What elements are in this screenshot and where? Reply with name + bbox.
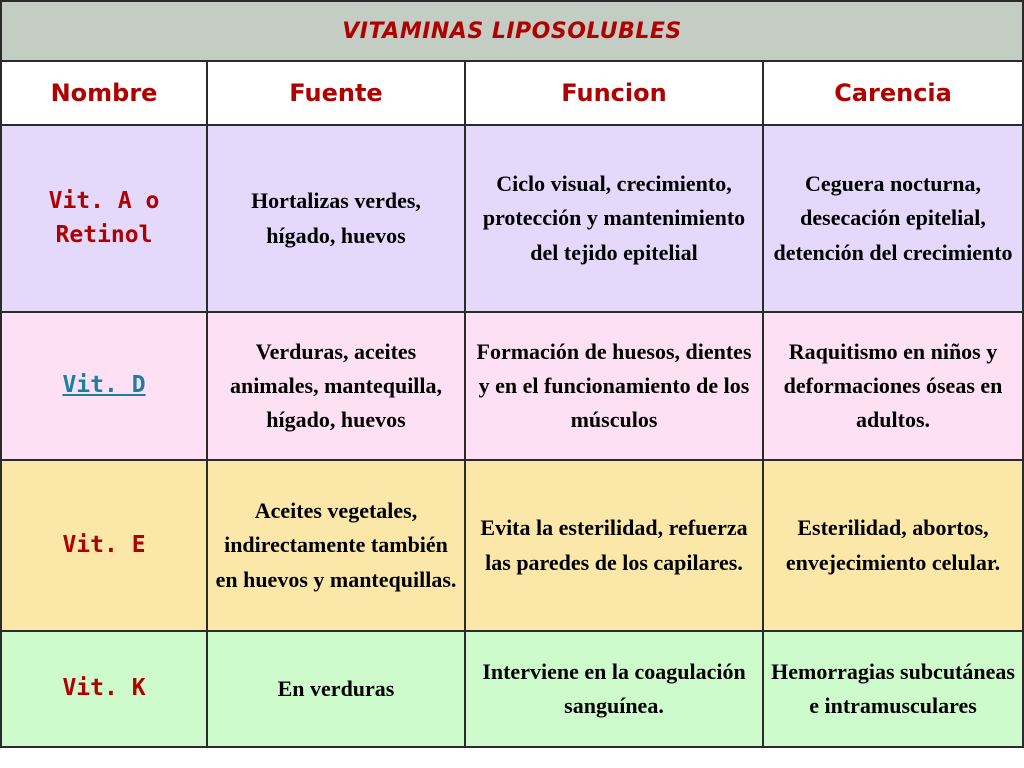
source-cell: En verduras	[207, 631, 465, 747]
header-row	[1, 61, 1023, 125]
table-row-vit-k	[1, 631, 1023, 747]
vitamin-name: Vit. E	[1, 460, 207, 631]
function-cell: Formación de huesos, dientes y en el funcionamiento de los músculos	[465, 312, 763, 460]
vitamin-name: Vit. K	[1, 631, 207, 747]
deficiency-cell: Raquitismo en niños y deformaciones óseas en adultos.	[763, 312, 1023, 460]
source-cell: Hortalizas verdes, hígado, huevos	[207, 125, 465, 312]
vit-d-link[interactable]: Vit. D	[62, 372, 146, 399]
table-row-vit-e	[1, 460, 1023, 631]
header-nombre: Nombre	[1, 61, 207, 125]
vitamin-name: Vit. A o Retinol	[1, 125, 207, 312]
function-cell: Ciclo visual, crecimiento, protección y mantenimiento del tejido epitelial	[465, 125, 763, 312]
deficiency-cell: Ceguera nocturna, desecación epitelial, detención del crecimiento	[763, 125, 1023, 312]
header-fuente: Fuente	[207, 61, 465, 125]
source-cell: Verduras, aceites animales, mantequilla, hígado, huevos	[207, 312, 465, 460]
header-funcion: Funcion	[465, 61, 763, 125]
table-row-vit-a	[1, 125, 1023, 312]
table-row-vit-d	[1, 312, 1023, 460]
header-carencia: Carencia	[763, 61, 1023, 125]
deficiency-cell: Esterilidad, abortos, envejecimiento celular.	[763, 460, 1023, 631]
title-row	[1, 1, 1023, 61]
source-cell: Aceites vegetales, indirectamente también en huevos y mantequillas.	[207, 460, 465, 631]
table-title: VITAMINAS LIPOSOLUBLES	[1, 1, 1023, 61]
vitamin-name	[1, 312, 207, 460]
function-cell: Interviene en la coagulación sanguínea.	[465, 631, 763, 747]
function-cell: Evita la esterilidad, refuerza las paredes de los capilares.	[465, 460, 763, 631]
deficiency-cell: Hemorragias subcutáneas e intramusculares	[763, 631, 1023, 747]
